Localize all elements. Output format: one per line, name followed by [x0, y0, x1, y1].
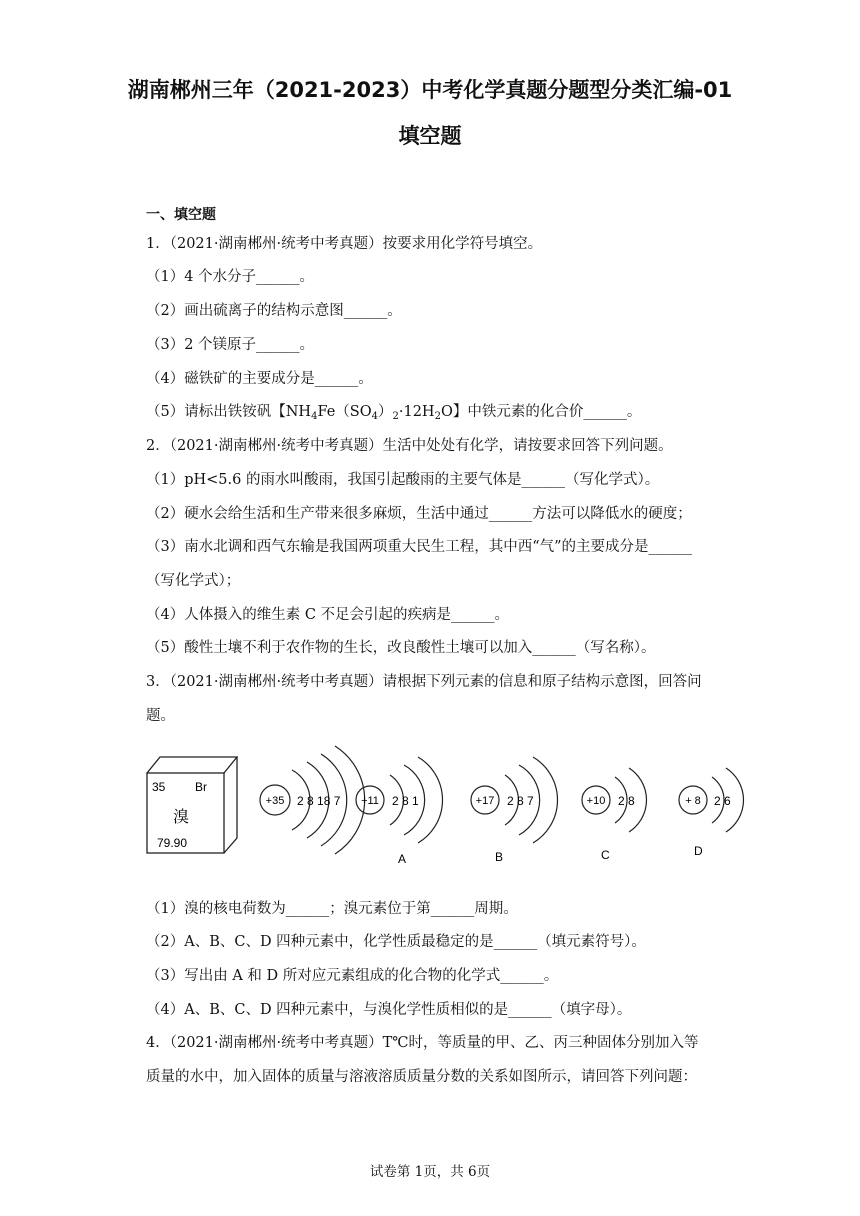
- q3-part4: （4）A、B、C、D 四种元素中，与溴化学性质相似的是______（填字母）。: [146, 1002, 632, 1018]
- page-title: 湖南郴州三年（2021-2023）中考化学真题分题型分类汇编-01: [127, 78, 733, 102]
- q4-stem-cont: 质量的水中，加入固体的质量与溶液溶质质量分数的关系如图所示，请回答下列问题：: [146, 1069, 697, 1085]
- atom-a-label: A: [398, 852, 407, 866]
- atom-a-nucleus: +11: [361, 795, 379, 807]
- q3-part3: （3）写出由 A 和 D 所对应元素组成的化合物的化学式______。: [146, 968, 559, 984]
- atom-d-nucleus: + 8: [685, 795, 701, 807]
- q3-part2: （2）A、B、C、D 四种元素中，化学性质最稳定的是______（填元素符号）。: [146, 934, 646, 950]
- atom-b-label: B: [495, 850, 504, 864]
- q2-part3-cont: （写化学式）；: [146, 573, 241, 589]
- element-symbol: Br: [195, 780, 207, 794]
- atom-c-label: C: [601, 848, 610, 862]
- element-number: 35: [152, 780, 166, 794]
- q1-part5: （5）请标出铁铵矾【$NH_4Fe(SO_4)_2\cdot 12H_2O$】中铁元素的化合价______。: [146, 404, 642, 422]
- atom-d: [679, 768, 744, 858]
- atom-b-nucleus: +17: [475, 795, 495, 807]
- q1-stem: 1．（2021·湖南郴州·统考中考真题）按要求用化学符号填空。: [146, 236, 543, 252]
- atom-b: [471, 757, 557, 864]
- atom-d-label: D: [694, 844, 703, 858]
- q2-stem: 2．（2021·湖南郴州·统考中考真题）生活中处处有化学，请按要求回答下列问题。: [146, 438, 673, 454]
- atomic-structure-figure: [140, 735, 760, 870]
- atom-c-electrons: 2 8: [618, 794, 635, 808]
- element-mass: 79.90: [157, 836, 188, 850]
- atom-a: [356, 757, 442, 866]
- section-heading: 一、填空题: [146, 207, 216, 223]
- atom-c-nucleus: +10: [586, 795, 606, 807]
- q1-part3: （3）2 个镁原子______。: [146, 337, 315, 353]
- q1-part1: （1）4 个水分子______。: [146, 269, 315, 285]
- page-subtitle: 填空题: [398, 124, 462, 148]
- q3-part1: （1）溴的核电荷数为______；溴元素位于第______周期。: [146, 901, 518, 917]
- q3-stem: 3．（2021·湖南郴州·统考中考真题）请根据下列元素的信息和原子结构示意图，回答问: [146, 674, 702, 690]
- q2-part3: （3）南水北调和西气东输是我国两项重大民生工程，其中西“气”的主要成分是______: [146, 539, 693, 555]
- q2-part1: （1）pH<5.6 的雨水叫酸雨，我国引起酸雨的主要气体是______（写化学式）。: [146, 472, 660, 488]
- atom-b-electrons: 2 8 7: [507, 794, 534, 808]
- q1-part2: （2）画出硫离子的结构示意图______。: [146, 303, 402, 319]
- atom-br-nucleus: +35: [265, 795, 285, 807]
- atom-d-electrons: 2 6: [714, 794, 731, 808]
- q2-part4: （4）人体摄入的维生素 C 不足会引起的疾病是______。: [146, 607, 510, 623]
- atom-c: [582, 768, 647, 862]
- q4-stem: 4．（2021·湖南郴州·统考中考真题）T℃时，等质量的甲、乙、丙三种固体分别加入等: [146, 1035, 699, 1051]
- q2-part2: （2）硬水会给生活和生产带来很多麻烦，生活中通过______方法可以降低水的硬度；: [146, 506, 692, 522]
- q3-stem-cont: 题。: [146, 708, 175, 724]
- page-footer: 试卷第 1页，共 6页: [369, 1164, 491, 1180]
- element-name: 溴: [173, 807, 190, 826]
- atom-br: [260, 746, 365, 854]
- q1-part4: （4）磁铁矿的主要成分是______。: [146, 371, 373, 387]
- atom-br-electrons: 2 8 18 7: [297, 794, 341, 808]
- atom-a-electrons: 2 8 1: [392, 794, 419, 808]
- q2-part5: （5）酸性土壤不利于农作物的生长，改良酸性土壤可以加入______（写名称）。: [146, 640, 656, 656]
